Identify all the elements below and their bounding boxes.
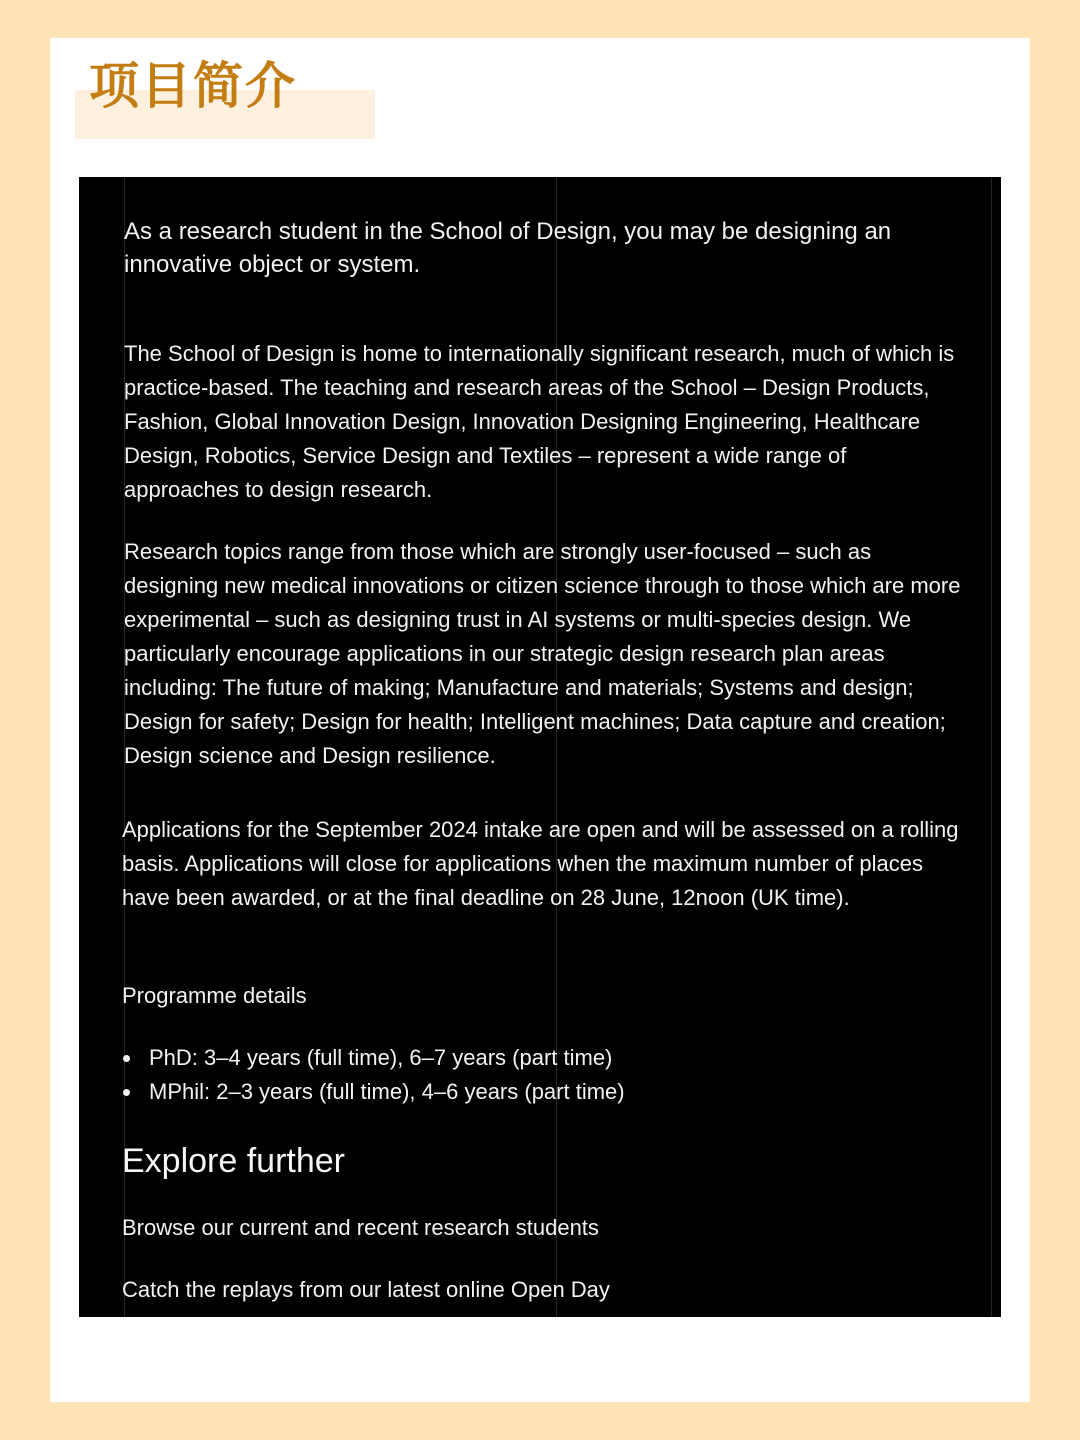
title-area	[75, 52, 375, 142]
bullet-icon	[123, 1055, 130, 1062]
intro-paragraph: As a research student in the School of Design, you may be designing an innovative object or system.	[124, 218, 892, 278]
programme-details-label: Programme details	[122, 983, 307, 1008]
explore-further-heading: Explore further	[122, 1142, 345, 1180]
bullet-icon	[123, 1089, 130, 1096]
programme-list	[122, 1041, 962, 1109]
panel-seam	[991, 177, 992, 1317]
applications-paragraph: Applications for the September 2024 intake are open and will be assessed on a rolling basis. Applications will close for applications when the maximum number of places have been awarded, or at the final deadline on 28 June, 12noon (UK time).	[122, 817, 959, 910]
screenshot-panel	[79, 177, 1001, 1317]
programme-item-text: MPhil: 2–3 years (full time), 4–6 years (part time)	[149, 1079, 625, 1104]
research-topics-paragraph: Research topics range from those which are strongly user-focused – such as designing new medical innovations or citizen science through to those which are more experimental – such as designing trust in AI systems or multi-species design. We particularly encourage applications in our strategic design research plan areas including: The future of making; Manufacture and materials; Systems and design; Design for safety; Design for health; Intelligent machines; Data capture and creation; Design science and Design resilience.	[124, 539, 961, 768]
research-students-link[interactable]: Browse our current and recent research students	[122, 1215, 599, 1240]
list-item	[122, 1041, 962, 1075]
open-day-link[interactable]: Catch the replays from our latest online Open Day	[122, 1277, 610, 1302]
programme-item-text: PhD: 3–4 years (full time), 6–7 years (part time)	[149, 1045, 613, 1070]
list-item	[122, 1075, 962, 1109]
content-card	[50, 38, 1030, 1402]
school-overview-paragraph: The School of Design is home to internationally significant research, much of which is practice-based. The teaching and research areas of the School – Design Products, Fashion, Global Innovation Design, Innovation Designing Engineering, Healthcare Design, Robotics, Service Design and Textiles – represent a wide range of approaches to design research.	[124, 341, 955, 502]
page-title: 项目简介	[89, 57, 297, 115]
